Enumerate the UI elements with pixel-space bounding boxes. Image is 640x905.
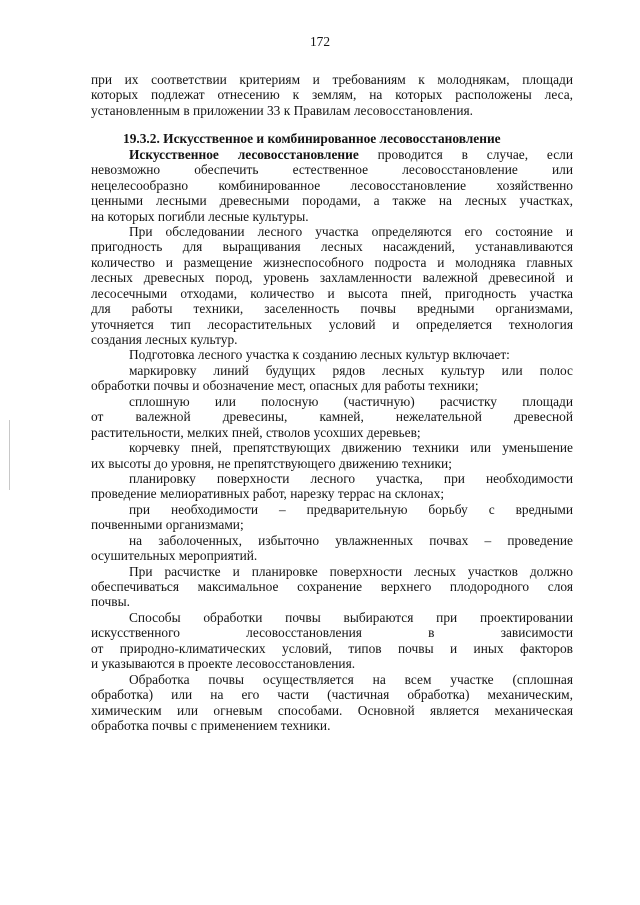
text-line: корчевку пней, препятствующих движению техники или уменьшение — [129, 440, 573, 456]
text-line: почвы. — [91, 594, 130, 610]
text-line: осушительных мероприятий. — [91, 548, 258, 564]
text-line: почвенными организмами; — [91, 517, 244, 533]
list-item — [91, 533, 573, 564]
list-item — [91, 440, 573, 471]
text-line: на которых погибли лесные культуры. — [91, 208, 309, 224]
text-line: для работы техники, заселенность почвы вредными организмами, — [91, 301, 573, 317]
text-line: лесосечными отходами, количество и высота пней, пригодность участка — [91, 285, 573, 301]
text-line: проведение мелиоративных работ, нарезку террас на склонах; — [91, 486, 445, 502]
text-line: сплошную или полосную (частичную) расчистку площади — [129, 393, 573, 409]
text-line: маркировку линий будущих рядов лесных культур или полос — [129, 362, 573, 378]
preparation-list — [91, 363, 573, 564]
text-line: количество и размещение жизнеспособного подроста и молодняка главных — [91, 254, 573, 270]
text-line: обработка почвы с применением техники. — [91, 717, 331, 733]
text-line: невозможно обеспечить естественное лесовосстановление или — [91, 162, 573, 178]
text-line: их высоты до уровня, не препятствующего движению техники; — [91, 455, 452, 471]
text-line: при необходимости – предварительную борьбу с вредными — [129, 501, 573, 517]
text-line: Обработка почвы осуществляется на всем участке (сплошная — [129, 671, 573, 687]
scan-margin-mark — [9, 420, 10, 490]
text-line: химическим или огневым способами. Основной является механическая — [91, 702, 573, 718]
list-item — [91, 363, 573, 394]
list-item — [91, 471, 573, 502]
text-line: При расчистке и планировке поверхности лесных участков должно — [129, 563, 573, 579]
text-line: нецелесообразно комбинированное лесовосстановление хозяйственно — [91, 177, 573, 193]
paragraph-artificial-reforestation — [91, 147, 573, 224]
document-body — [91, 72, 573, 733]
defined-term: Искусственное лесовосстановление — [129, 146, 359, 162]
page-number: 172 — [309, 34, 331, 49]
text-line: ценными лесными древесными породами, а также на лесных участках, — [91, 193, 573, 209]
paragraph-methods — [91, 610, 573, 672]
text-line: от валежной древесины, камней, нежелательной древесной — [91, 409, 573, 425]
text-line: при их соответствии критериям и требованиям к молоднякам, площади — [91, 72, 573, 87]
text-line: пригодность для выращивания лесных насаждений, устанавливаются — [91, 239, 573, 255]
text-line: которых подлежат отнесению к землям, на которых расположены леса, — [91, 87, 573, 103]
list-item — [91, 394, 573, 440]
text-line: обработка) или на его части (частичная обработка) механическим, — [91, 687, 573, 703]
paragraph-topsoil — [91, 564, 573, 610]
text-fragment: проводится в случае, если — [358, 146, 573, 162]
text-line: обеспечиваться максимальное сохранение верхнего плодородного слоя — [91, 579, 573, 594]
text-line — [91, 147, 573, 162]
preparation-intro: Подготовка лесного участка к созданию лесных культур включает: — [129, 347, 510, 363]
text-line: уточняется тип лесорастительных условий и определяется технология — [91, 316, 573, 332]
text-line: При обследовании лесного участка определяются его состояние и — [129, 223, 573, 239]
paragraph-survey — [91, 224, 573, 348]
intro-paragraph — [91, 72, 573, 118]
text-line: на заболоченных, избыточно увлажненных почвах – проведение — [129, 532, 573, 548]
text-line: Способы обработки почвы выбираются при проектировании — [129, 609, 573, 625]
text-line: планировку поверхности лесного участка, при необходимости — [129, 470, 573, 486]
text-line: обработки почвы и обозначение мест, опасных для работы техники; — [91, 378, 479, 394]
text-line: искусственного лесовосстановления в зависимости — [91, 625, 573, 641]
text-line: растительности, мелких пней, стволов усохших деревьев; — [91, 424, 421, 440]
text-line: и указываются в проекте лесовосстановления. — [91, 656, 356, 672]
section-heading: 19.3.2. Искусственное и комбинированное лесовосстановление — [123, 131, 501, 147]
text-line: создания лесных культур. — [91, 332, 238, 347]
paragraph-tillage — [91, 672, 573, 734]
text-line: лесных древесных пород, уровень захламленности валежной древесиной и — [91, 270, 573, 286]
text-line: установленным в приложении 33 к Правилам лесовосстановления. — [91, 102, 473, 118]
list-item — [91, 502, 573, 533]
text-line: от природно-климатических условий, типов почвы и иных факторов — [91, 640, 573, 656]
